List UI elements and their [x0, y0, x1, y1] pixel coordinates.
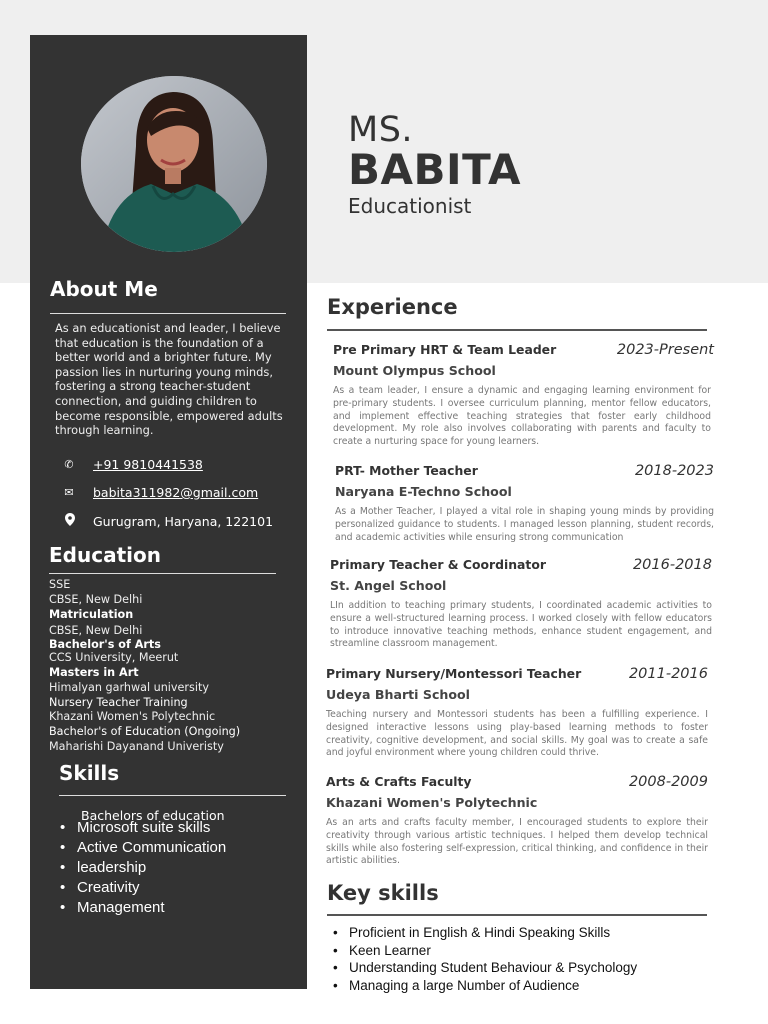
location-pin-icon: [63, 513, 77, 529]
address-text: Gurugram, Haryana, 122101: [93, 513, 274, 529]
name-title: BABITA: [348, 145, 522, 194]
skills-note: Bachelors of education: [81, 808, 225, 823]
education-line: Maharishi Dayanand Univeristy: [49, 739, 224, 753]
education-line: Khazani Women's Polytechnic: [49, 710, 216, 724]
portrait-illustration: [81, 76, 267, 252]
profile-photo: [81, 76, 267, 252]
skills-list: [58, 818, 226, 918]
experience-divider: [327, 329, 707, 331]
job-title: Arts & Crafts Faculty: [326, 774, 472, 789]
education-line: Masters in Art: [49, 665, 139, 679]
phone-icon: ✆: [64, 458, 74, 471]
job-description: As an arts and crafts faculty member, I encouraged students to explore their creativity through various artistic techniques. I helped them develop technical skills while also fostering self-expression, critical thinking, and confidence in their artistic abilities.: [326, 817, 708, 867]
job-title: PRT- Mother Teacher: [335, 463, 478, 478]
job-years: 2011-2016: [628, 666, 708, 682]
education-line: CCS University, Meerut: [49, 651, 179, 665]
job-years: 2018-2023: [634, 463, 714, 479]
contact-address: [63, 513, 273, 529]
about-divider: [50, 313, 286, 314]
job-school: Udeya Bharti School: [326, 687, 470, 702]
skills-divider: [59, 795, 286, 796]
job-years: 2016-2018: [632, 557, 712, 573]
job-title: Primary Nursery/Montessori Teacher: [326, 666, 582, 681]
job-years: 2023-Present: [616, 342, 714, 358]
job-school: Naryana E-Techno School: [335, 484, 512, 499]
job-title: Pre Primary HRT & Team Leader: [333, 342, 557, 357]
envelope-icon: ✉: [64, 486, 74, 499]
role-title: Educationist: [348, 194, 472, 218]
education-heading: Education: [49, 543, 161, 567]
name-prefix: MS.: [348, 110, 414, 150]
education-line: CBSE, New Delhi: [49, 592, 143, 606]
job-description: Teaching nursery and Montessori students has been a fulfilling experience. I designed interactive lessons using play-based learning methods to foster creativity, cognitive development, and social skills. My goal was to create a safe and joyful environment where young children could thrive.: [326, 709, 708, 759]
about-text: As an educationist and leader, I believe that education is the foundation of a better world and a brighter future. My passion lies in nurturing young minds, fostering a strong teacher-student connection, and guiding children to become responsible, empowered adults through learning.: [55, 321, 283, 438]
key-skills-divider: [327, 914, 707, 916]
key-skill-item: • Keen Learner: [333, 942, 637, 960]
about-heading: About Me: [50, 277, 158, 301]
key-skill-item: • Understanding Student Behaviour & Psychology: [333, 959, 637, 977]
education-line: Himalyan garhwal university: [49, 680, 209, 694]
skill-item: • Creativity: [58, 878, 226, 898]
email-link[interactable]: babita311982@gmail.com: [93, 485, 259, 500]
skills-heading: Skills: [59, 761, 120, 785]
skill-item: • Active Communication: [58, 838, 226, 858]
key-skills-list: [333, 924, 637, 994]
skill-item: • Microsoft suite skills: [58, 818, 226, 838]
job-school: Mount Olympus School: [333, 363, 496, 378]
education-list: [49, 578, 289, 755]
job-entry: [326, 774, 708, 868]
key-skills-heading: Key skills: [327, 881, 439, 905]
job-header: [326, 774, 708, 790]
education-line: Bachelor's of Education (Ongoing): [49, 725, 241, 739]
experience-heading: Experience: [327, 295, 458, 319]
education-line: Nursery Teacher Training: [49, 695, 188, 709]
job-description: LIn addition to teaching primary students, I coordinated academic activities to ensure a well-structured learning process. I worked closely with fellow educators to introduce innovative teaching methods, enhance student engagement, and streamline classroom management.: [330, 600, 712, 650]
job-entry: [330, 557, 712, 651]
education-line: Bachelor's of Arts: [49, 638, 161, 652]
education-line: SSE: [49, 578, 71, 591]
job-header: [330, 557, 712, 573]
key-skill-item: • Managing a large Number of Audience: [333, 977, 637, 995]
job-header: [335, 463, 714, 479]
job-description: As a Mother Teacher, I played a vital role in shaping young minds by providing personalized guidance to students. I managed lesson planning, student records, and academic activities while ensuring strong communication: [335, 506, 714, 543]
phone-link[interactable]: +91 9810441538: [93, 457, 203, 472]
job-entry: [326, 666, 708, 760]
job-header: [333, 342, 714, 358]
job-title: Primary Teacher & Coordinator: [330, 557, 546, 572]
job-school: St. Angel School: [330, 578, 447, 593]
key-skill-item: • Proficient in English & Hindi Speaking Skills: [333, 924, 637, 942]
education-divider: [49, 573, 276, 574]
skill-item: • leadership: [58, 858, 226, 878]
skill-item: • Management: [58, 898, 226, 918]
job-header: [326, 666, 708, 682]
job-entry: [333, 342, 714, 449]
contact-email: [62, 485, 258, 500]
job-school: Khazani Women's Polytechnic: [326, 795, 538, 810]
name-block: [348, 110, 521, 218]
contact-phone: [62, 457, 203, 472]
job-years: 2008-2009: [628, 774, 708, 790]
education-line: CBSE, New Delhi: [49, 624, 143, 638]
job-description: As a team leader, I ensure a dynamic and engaging learning environment for pre-primary students. I oversee curriculum planning, mentor fellow educators, and implement effective teaching strategies that foster early childhood development. My role also involves collaborating with parents and faculty to create a nurturing space for young learners.: [333, 385, 711, 448]
education-line: Matriculation: [49, 607, 134, 621]
job-entry: [335, 463, 714, 544]
